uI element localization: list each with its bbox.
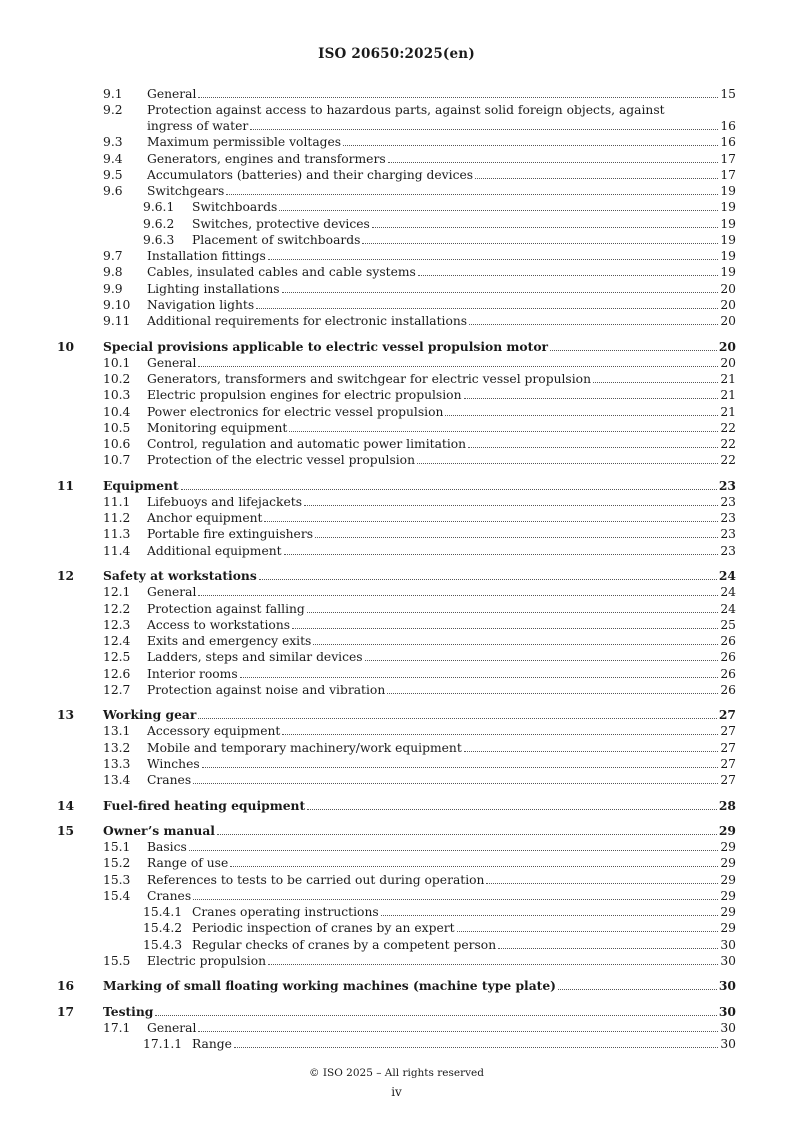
toc-entry-number: 13.2 [103, 740, 131, 755]
dot-leader [304, 504, 718, 506]
toc-entry-title: Fuel-fired heating equipment [103, 797, 306, 813]
toc-entry[interactable] [0, 216, 793, 232]
toc-entry-title: Interior rooms [147, 666, 238, 681]
toc-entry[interactable] [0, 920, 793, 936]
toc-entry-title: Electric propulsion [147, 953, 267, 968]
toc-entry-title: General [147, 1020, 197, 1035]
toc-entry-title: Marking of small floating working machines (machine type plate) [103, 978, 557, 994]
toc-entry[interactable] [0, 436, 793, 452]
copyright-footer: © ISO 2025 – All rights reserved [309, 1067, 484, 1079]
dot-leader [198, 594, 718, 596]
toc-entry[interactable] [0, 199, 793, 215]
toc-entry-page: 30 [718, 978, 736, 994]
toc-entry[interactable] [0, 740, 793, 756]
toc-entry-page: 15 [720, 87, 736, 101]
toc-entry-number: 11.1 [103, 494, 131, 509]
toc-entry-title: Additional requirements for electronic installations [147, 314, 468, 329]
toc-entry-number: 9.6 [103, 184, 123, 199]
dot-leader [362, 242, 718, 244]
dot-leader [193, 898, 718, 900]
dot-leader [259, 578, 717, 580]
toc-entry[interactable] [0, 904, 793, 920]
toc-entry-title: Switches, protective devices [192, 216, 370, 231]
dot-leader [381, 914, 719, 916]
toc-entry-number: 10.7 [103, 453, 131, 468]
toc-entry-title: Accumulators (batteries) and their charging devices [147, 167, 474, 182]
toc-entry[interactable] [0, 723, 793, 739]
toc-entry-title: Generators, transformers and switchgear for electric vessel propulsion [147, 372, 591, 387]
toc-entry-page: 24 [718, 568, 736, 584]
dot-leader [193, 782, 718, 784]
dot-leader [307, 808, 717, 810]
toc-entry-title: Cranes operating instructions [192, 905, 379, 920]
toc-entry-number: 10.6 [103, 437, 131, 452]
toc-entry[interactable] [0, 232, 793, 248]
toc-entry-number: 16 [57, 978, 75, 994]
dot-leader [155, 1014, 716, 1016]
dot-leader [189, 849, 719, 851]
toc-entry-page: 30 [720, 937, 736, 952]
dot-leader [445, 414, 718, 416]
dot-leader [234, 1046, 718, 1048]
toc-entry-number: 15.2 [103, 856, 131, 871]
toc-entry-page: 23 [718, 477, 736, 493]
toc-entry-title: Installation fittings [147, 249, 266, 264]
toc-entry-number: 11.2 [103, 511, 131, 526]
toc-entry[interactable] [0, 371, 793, 387]
toc-entry-number: 15 [57, 822, 75, 838]
toc-entry[interactable] [0, 601, 793, 617]
toc-entry-title: General [147, 87, 197, 101]
toc-entry-title: Working gear [103, 707, 197, 723]
toc-entry-number: 12.2 [103, 601, 131, 616]
toc-entry-title: Special provisions applicable to electric vessel propulsion motor [103, 338, 548, 354]
toc-entry-page: 20 [720, 355, 736, 370]
toc-entry-page: 26 [720, 666, 736, 681]
toc-entry[interactable] [0, 666, 793, 682]
dot-leader [387, 692, 718, 694]
toc-entry[interactable] [0, 855, 793, 871]
toc-entry-number: 9.3 [103, 135, 123, 150]
toc-entry-page: 19 [720, 232, 736, 247]
toc-entry-title: Exits and emergency exits [147, 634, 312, 649]
toc-chapter-entry[interactable] [0, 478, 793, 494]
toc-entry-page: 19 [720, 249, 736, 264]
dot-leader [475, 177, 718, 179]
dot-leader [464, 397, 719, 399]
toc-chapter-entry[interactable] [0, 339, 793, 355]
dot-leader [498, 947, 718, 949]
toc-entry-number: 15.4.1 [143, 905, 183, 920]
dot-leader [468, 446, 718, 448]
toc-entry[interactable] [0, 839, 793, 855]
toc-entry[interactable] [0, 297, 793, 313]
toc-chapter-entry[interactable] [0, 798, 793, 814]
toc-entry-number: 15.3 [103, 872, 131, 887]
toc-entry-number: 10.2 [103, 372, 131, 387]
toc-entry-number: 9.10 [103, 297, 131, 312]
toc-entry-title-continued: ingress of water [147, 119, 249, 134]
toc-entry-page: 30 [720, 1037, 736, 1052]
toc-entry[interactable] [0, 510, 793, 526]
toc-entry-page: 20 [720, 297, 736, 312]
toc-entry-page: 17 [720, 167, 736, 182]
dot-leader [469, 323, 718, 325]
toc-entry[interactable] [0, 355, 793, 371]
toc-entry-title: Equipment [103, 477, 179, 493]
toc-entry-number: 9.5 [103, 167, 123, 182]
dot-leader [282, 733, 718, 735]
dot-leader [388, 161, 719, 163]
toc-entry-title: Ladders, steps and similar devices [147, 650, 363, 665]
toc-entry-page: 17 [720, 151, 736, 166]
dot-leader [372, 226, 719, 228]
toc-entry-number: 9.9 [103, 281, 123, 296]
toc-entry-title: Additional equipment [147, 543, 282, 558]
toc-entry-page: 23 [720, 511, 736, 526]
toc-entry[interactable] [0, 313, 793, 329]
toc-entry-page: 21 [720, 404, 736, 419]
toc-entry-number: 10.4 [103, 404, 131, 419]
dot-leader [256, 307, 718, 309]
toc-entry-title: Placement of switchboards [192, 232, 361, 247]
toc-entry-number: 15.4.2 [143, 921, 183, 936]
toc-entry-page: 30 [718, 1003, 736, 1019]
toc-entry-page: 23 [720, 494, 736, 509]
dot-leader [313, 643, 718, 645]
toc-entry-page: 19 [720, 200, 736, 215]
toc-entry[interactable] [0, 86, 793, 102]
toc-entry-title: Maximum permissible voltages [147, 135, 342, 150]
toc-entry[interactable] [0, 872, 793, 888]
dot-leader [486, 882, 718, 884]
toc-entry-page: 24 [720, 601, 736, 616]
toc-entry-number: 15.5 [103, 953, 131, 968]
toc-entry-title: Testing [103, 1003, 154, 1019]
dot-leader [343, 144, 718, 146]
toc-chapter-entry[interactable] [0, 1004, 793, 1020]
toc-entry-number: 10.3 [103, 388, 131, 403]
document-header: ISO 20650:2025(en) [318, 46, 475, 62]
toc-entry-number: 13.3 [103, 756, 131, 771]
toc-entry[interactable] [0, 526, 793, 542]
page-number: iv [391, 1085, 402, 1099]
toc-entry[interactable] [0, 248, 793, 264]
toc-entry[interactable] [0, 452, 793, 468]
toc-entry-title: Basics [147, 840, 187, 855]
dot-leader [279, 209, 718, 211]
toc-entry-number: 12.7 [103, 682, 131, 697]
toc-entry-title: Lifebuoys and lifejackets [147, 494, 303, 509]
toc-entry-title: Mobile and temporary machinery/work equipment [147, 740, 462, 755]
toc-entry-page: 26 [720, 650, 736, 665]
toc-entry-title: Portable fire extinguishers [147, 527, 314, 542]
dot-leader [558, 988, 717, 990]
dot-leader [282, 291, 719, 293]
toc-entry-number: 11.4 [103, 543, 131, 558]
toc-entry-title: Switchboards [192, 200, 278, 215]
dot-leader [230, 865, 718, 867]
toc-entry-page: 21 [720, 372, 736, 387]
toc-entry-number: 12.5 [103, 650, 131, 665]
dot-leader [593, 381, 718, 383]
toc-entry-number: 10.5 [103, 420, 131, 435]
toc-entry-number: 9.11 [103, 314, 131, 329]
toc-entry-number: 9.6.2 [143, 216, 175, 231]
toc-entry-title: Protection of the electric vessel propulsion [147, 453, 416, 468]
toc-entry[interactable] [0, 772, 793, 788]
toc-entry-number: 13 [57, 707, 75, 723]
toc-entry-title: Control, regulation and automatic power limitation [147, 437, 467, 452]
toc-entry-title: Protection against noise and vibration [147, 682, 386, 697]
toc-entry-page: 29 [720, 872, 736, 887]
toc-entry-page: 23 [720, 527, 736, 542]
toc-entry-page: 30 [720, 1020, 736, 1035]
toc-entry[interactable] [0, 494, 793, 510]
toc-entry[interactable] [0, 183, 793, 199]
toc-entry-title: Navigation lights [147, 297, 255, 312]
toc-entry[interactable] [0, 937, 793, 953]
toc-entry-page: 20 [720, 314, 736, 329]
toc-entry-title: Accessory equipment [147, 724, 281, 739]
toc-entry[interactable] [0, 420, 793, 436]
toc-entry-number: 12.1 [103, 585, 131, 600]
dot-leader [457, 930, 719, 932]
toc-entry-title: Protection against falling [147, 601, 305, 616]
toc-entry-number: 11 [57, 477, 75, 493]
toc-entry-title: Safety at workstations [103, 568, 257, 584]
toc-entry-title: General [147, 585, 197, 600]
toc-chapter-entry[interactable] [0, 568, 793, 584]
toc-entry-page: 29 [720, 921, 736, 936]
dot-leader [202, 766, 719, 768]
toc-entry[interactable] [0, 264, 793, 280]
toc-entry[interactable] [0, 633, 793, 649]
toc-entry-page: 27 [720, 724, 736, 739]
toc-entry[interactable] [0, 167, 793, 183]
toc-entry-page: 20 [720, 281, 736, 296]
toc-entry-page: 29 [720, 856, 736, 871]
toc-entry[interactable] [0, 281, 793, 297]
toc-entry-page: 29 [720, 905, 736, 920]
dot-leader [181, 488, 717, 490]
toc-entry-title: Cranes [147, 773, 192, 788]
toc-chapter-entry[interactable] [0, 978, 793, 994]
toc-entry-title: Power electronics for electric vessel propulsion [147, 404, 444, 419]
dot-leader [268, 258, 719, 260]
toc-entry-page: 27 [720, 740, 736, 755]
toc-entry[interactable] [0, 1036, 793, 1052]
toc-entry-title: Switchgears [147, 184, 225, 199]
toc-entry-number: 17.1 [103, 1020, 131, 1035]
dot-leader [250, 128, 718, 130]
toc-entry-page: 21 [720, 388, 736, 403]
toc-entry[interactable] [0, 617, 793, 633]
toc-entry-title: Access to workstations [147, 617, 291, 632]
toc-entry-page: 22 [720, 437, 736, 452]
toc-entry-page: 16 [720, 135, 736, 150]
dot-leader [315, 536, 718, 538]
toc-entry-number: 17.1.1 [143, 1037, 183, 1052]
toc-entry-title: Monitoring equipment [147, 420, 288, 435]
toc-entry-number: 9.1 [103, 87, 123, 101]
toc-entry-title: Regular checks of cranes by a competent person [192, 937, 497, 952]
toc-entry-title: General [147, 355, 197, 370]
dot-leader [307, 611, 719, 613]
toc-entry-number: 9.6.1 [143, 200, 175, 215]
toc-entry-page: 19 [720, 216, 736, 231]
toc-entry-title: Electric propulsion engines for electric propulsion [147, 388, 462, 403]
dot-leader [418, 274, 719, 276]
toc-entry-page: 19 [720, 265, 736, 280]
toc-entry-number: 15.4 [103, 888, 131, 903]
dot-leader [464, 750, 719, 752]
toc-entry-title: Lighting installations [147, 281, 280, 296]
toc-entry-number: 9.8 [103, 265, 123, 280]
toc-entry[interactable] [0, 1020, 793, 1036]
toc-entry-page: 22 [720, 420, 736, 435]
toc-entry-title: Cranes [147, 888, 192, 903]
toc-entry-number: 12 [57, 568, 75, 584]
toc-entry[interactable] [0, 387, 793, 403]
toc-entry-number: 12.3 [103, 617, 131, 632]
toc-entry[interactable] [0, 543, 793, 559]
toc-entry[interactable] [0, 649, 793, 665]
dot-leader [550, 349, 717, 351]
toc-entry-page: 29 [720, 840, 736, 855]
dot-leader [198, 717, 717, 719]
toc-entry-number: 11.3 [103, 527, 131, 542]
toc-entry-page: 24 [720, 585, 736, 600]
toc-entry-number: 9.6.3 [143, 232, 175, 247]
toc-entry-number: 9.4 [103, 151, 123, 166]
toc-entry-title: Protection against access to hazardous parts, against solid foreign objects, against [147, 103, 665, 118]
dot-leader [240, 676, 719, 678]
toc-entry[interactable] [0, 584, 793, 600]
toc-entry-page: 22 [720, 453, 736, 468]
toc-entry-page: 26 [720, 682, 736, 697]
toc-entry-number: 10.1 [103, 355, 131, 370]
dot-leader [264, 520, 718, 522]
toc-entry-number: 9.2 [103, 103, 123, 118]
toc-entry-number: 12.6 [103, 666, 131, 681]
toc-entry-page: 27 [720, 773, 736, 788]
toc-entry-title: Anchor equipment [147, 511, 263, 526]
toc-chapter-entry[interactable] [0, 823, 793, 839]
toc-entry-title: Winches [147, 756, 200, 771]
toc-entry-number: 17 [57, 1003, 75, 1019]
toc-entry-number: 15.4.3 [143, 937, 183, 952]
toc-entry-page: 20 [718, 338, 736, 354]
toc-entry[interactable] [0, 756, 793, 772]
toc-entry-number: 13.4 [103, 773, 131, 788]
toc-entry-title: Cables, insulated cables and cable systems [147, 265, 416, 280]
toc-entry-title: Owner’s manual [103, 822, 215, 838]
toc-entry-page: 27 [720, 756, 736, 771]
toc-entry-number: 10 [57, 338, 75, 354]
toc-entry[interactable] [0, 888, 793, 904]
toc-entry-page: 28 [718, 797, 736, 813]
toc-entry-page: 27 [718, 707, 736, 723]
toc-entry-number: 15.1 [103, 840, 131, 855]
toc-entry-number: 14 [57, 797, 75, 813]
toc-entry-page: 25 [720, 617, 736, 632]
toc-entry[interactable] [0, 404, 793, 420]
toc-entry-title: Range [192, 1037, 232, 1052]
toc-entry[interactable] [0, 134, 793, 150]
dot-leader [217, 833, 717, 835]
toc-entry[interactable] [0, 682, 793, 698]
toc-entry-number: 13.1 [103, 724, 131, 739]
toc-entry-title: Periodic inspection of cranes by an expert [192, 921, 455, 936]
dot-leader [198, 1030, 718, 1032]
dot-leader [365, 659, 719, 661]
toc-entry-number: 12.4 [103, 634, 131, 649]
toc-entry[interactable] [0, 953, 793, 969]
toc-entry-title: Range of use [147, 856, 229, 871]
toc-chapter-entry[interactable] [0, 707, 793, 723]
toc-entry-page: 23 [720, 543, 736, 558]
toc-entry-page: 19 [720, 184, 736, 199]
dot-leader [268, 963, 718, 965]
toc-entry-page: 29 [720, 888, 736, 903]
dot-leader [417, 462, 718, 464]
toc-entry-number: 9.7 [103, 249, 123, 264]
toc-entry-page: 16 [720, 119, 736, 134]
dot-leader [226, 193, 718, 195]
toc-entry-page: 26 [720, 634, 736, 649]
dot-leader [289, 430, 718, 432]
toc-entry[interactable] [0, 151, 793, 167]
dot-leader [292, 627, 718, 629]
dot-leader [198, 96, 718, 98]
toc-entry-title: References to tests to be carried out during operation [147, 872, 485, 887]
toc-entry[interactable] [0, 102, 793, 134]
toc-entry-title: Generators, engines and transformers [147, 151, 386, 166]
toc-entry-page: 30 [720, 953, 736, 968]
dot-leader [198, 365, 718, 367]
toc-entry-page: 29 [718, 822, 736, 838]
dot-leader [284, 553, 719, 555]
